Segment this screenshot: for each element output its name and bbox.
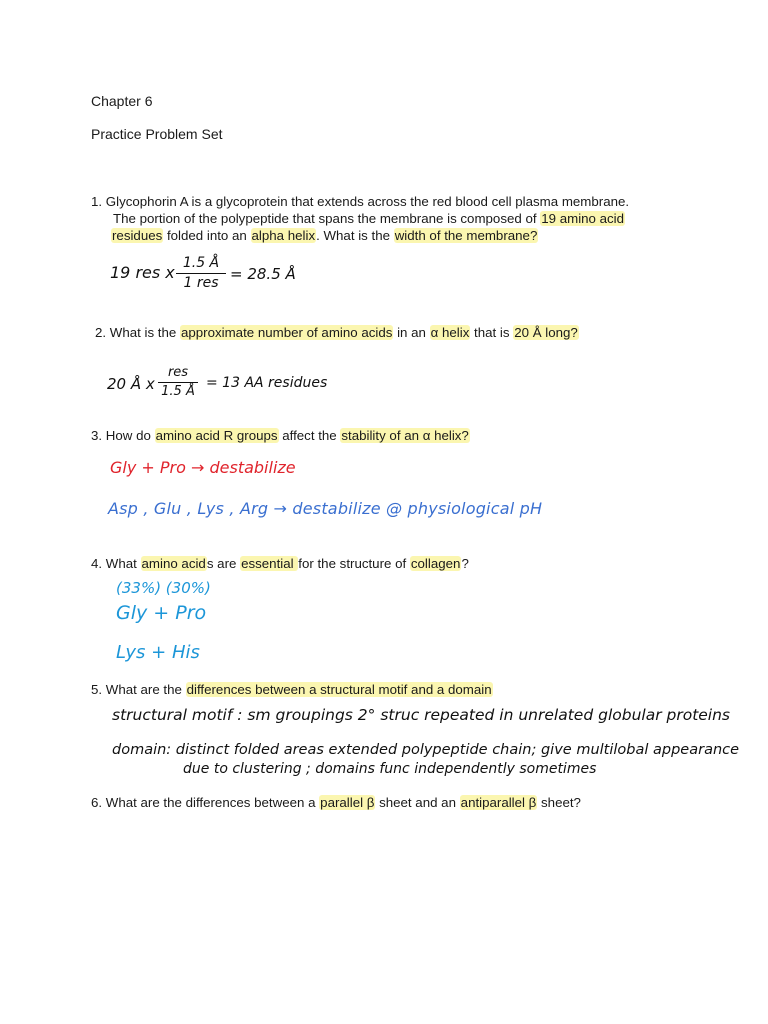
highlight-stability: stability of an α helix? bbox=[341, 428, 469, 443]
question-6-text: sheet? bbox=[537, 795, 581, 810]
question-4-text: s are bbox=[206, 556, 241, 571]
question-4-text: ? bbox=[461, 556, 469, 571]
highlight-r-groups: amino acid R groups bbox=[155, 428, 278, 443]
q2-fraction-numerator: res bbox=[167, 365, 189, 380]
question-1-line-3 bbox=[111, 227, 538, 244]
highlight-collagen: collagen bbox=[410, 556, 461, 571]
highlight-alpha-helix: alpha helix bbox=[251, 228, 316, 243]
q2-answer-lhs: 20 Å x bbox=[107, 375, 155, 393]
highlight-approx-number: approximate number of amino acids bbox=[181, 325, 393, 340]
question-1-text: . What is the bbox=[316, 228, 394, 243]
question-4 bbox=[91, 555, 469, 572]
q3-answer-blue: Asp , Glu , Lys , Arg → destabilize @ physiological pH bbox=[108, 499, 543, 518]
chapter-title: Chapter 6 bbox=[91, 93, 153, 109]
question-1-line-1: 1. Glycophorin A is a glycoprotein that extends across the red blood cell plasma membrane. bbox=[91, 194, 630, 209]
q1-answer-fraction bbox=[176, 256, 226, 291]
question-5 bbox=[91, 681, 493, 698]
highlight-amino-acid: amino acid bbox=[141, 556, 206, 571]
question-4-text: for the structure of bbox=[298, 556, 410, 571]
question-3-text: affect the bbox=[278, 428, 341, 443]
q4-answer-gly-pro: Gly + Pro bbox=[116, 602, 207, 624]
highlight-differences: differences between a structural motif and a domain bbox=[186, 682, 492, 697]
highlight-essential: essential bbox=[241, 556, 298, 571]
q4-answer-percentages: (33%) (30%) bbox=[116, 579, 211, 597]
fraction-bar bbox=[176, 273, 226, 274]
q2-answer-fraction bbox=[158, 366, 198, 399]
question-3-text: 3. How do bbox=[91, 428, 155, 443]
q2-fraction-denominator: 1.5 Å bbox=[161, 384, 195, 399]
q1-fraction-denominator: 1 res bbox=[183, 275, 219, 291]
highlight-parallel-beta: parallel β bbox=[320, 795, 375, 810]
question-1-text: folded into an bbox=[163, 228, 251, 243]
highlight-19-amino-acid: 19 amino acid bbox=[541, 211, 625, 226]
highlight-antiparallel-beta: antiparallel β bbox=[460, 795, 537, 810]
q1-answer-rhs: = 28.5 Å bbox=[230, 265, 296, 283]
highlight-20-angstrom: 20 Å long? bbox=[514, 325, 578, 340]
question-1-line-2 bbox=[113, 210, 625, 227]
q2-answer-rhs: = 13 AA residues bbox=[206, 375, 328, 391]
question-6 bbox=[91, 794, 581, 811]
q5-answer-motif: structural motif : sm groupings 2° struc repeated in unrelated globular proteins bbox=[112, 706, 731, 724]
question-3 bbox=[91, 427, 470, 444]
question-6-text: sheet and an bbox=[375, 795, 460, 810]
question-2-text: in an bbox=[393, 325, 430, 340]
question-4-text: 4. What bbox=[91, 556, 141, 571]
question-5-text: 5. What are the bbox=[91, 682, 186, 697]
question-1-text: The portion of the polypeptide that spans the membrane is composed of bbox=[113, 211, 541, 226]
q3-answer-red: Gly + Pro → destabilize bbox=[110, 458, 296, 477]
question-6-text: 6. What are the differences between a bbox=[91, 795, 320, 810]
document-subtitle: Practice Problem Set bbox=[91, 126, 223, 142]
q1-fraction-numerator: 1.5 Å bbox=[182, 255, 220, 271]
highlight-width-of-membrane: width of the membrane? bbox=[394, 228, 538, 243]
question-2-text: 2. What is the bbox=[95, 325, 180, 340]
fraction-bar bbox=[158, 382, 198, 383]
highlight-residues: residues bbox=[112, 228, 163, 243]
q5-answer-domain-line-1: domain: distinct folded areas extended polypeptide chain; give multilobal appearance bbox=[112, 742, 740, 758]
q4-answer-lys-his: Lys + His bbox=[116, 642, 200, 663]
highlight-alpha-helix-2: α helix bbox=[430, 325, 470, 340]
question-2-text: that is bbox=[470, 325, 514, 340]
q5-answer-domain-line-2: due to clustering ; domains func independently sometimes bbox=[183, 761, 597, 777]
q1-answer-lhs: 19 res x bbox=[110, 263, 175, 282]
question-2 bbox=[95, 324, 579, 341]
